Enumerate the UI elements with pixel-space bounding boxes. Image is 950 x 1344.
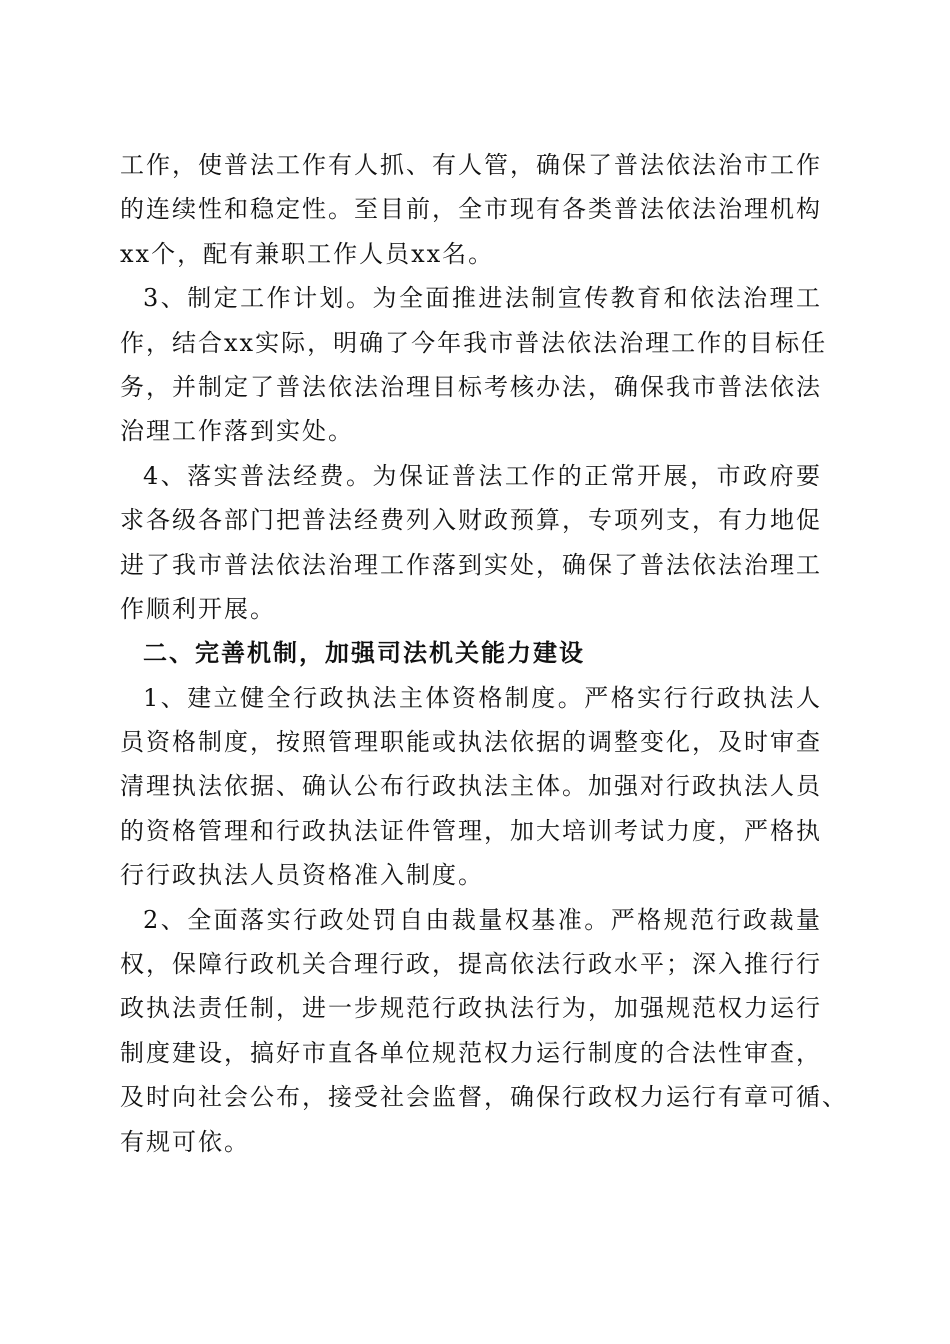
paragraph [120, 454, 822, 632]
text-line: 3、制定工作计划。为全面推进法制宣传教育和依法治理工 [143, 284, 822, 313]
text-line: 的资格管理和行政执法证件管理，加大培训考试力度，严格执 [120, 816, 822, 845]
text-line: 求各级各部门把普法经费列入财政预算，专项列支，有力地促 [120, 506, 822, 535]
text-line: xx个，配有兼职工作人员xx名。 [120, 239, 495, 268]
text-line: 及时向社会公布，接受社会监督，确保行政权力运行有章可循、 [120, 1083, 848, 1112]
text-line: 4、落实普法经费。为保证普法工作的正常开展，市政府要 [143, 461, 822, 490]
text-line: 1、建立健全行政执法主体资格制度。严格实行行政执法人 [143, 683, 822, 712]
text-line: 的连续性和稳定性。至目前，全市现有各类普法依法治理机构 [120, 195, 822, 224]
paragraph [120, 898, 848, 1164]
document-page [120, 143, 848, 1164]
text-line: 务，并制定了普法依法治理目标考核办法，确保我市普法依法 [120, 372, 822, 401]
text-line: 作，结合xx实际，明确了今年我市普法依法治理工作的目标任 [120, 328, 828, 357]
text-line: 权，保障行政机关合理行政，提高依法行政水平；深入推行行 [120, 950, 822, 979]
text-line: 政执法责任制，进一步规范行政执法行为，加强规范权力运行 [120, 994, 822, 1023]
text-line: 治理工作落到实处。 [120, 417, 354, 446]
text-line: 作顺利开展。 [120, 594, 276, 623]
paragraph [120, 676, 822, 898]
text-line: 员资格制度，按照管理职能或执法依据的调整变化，及时审查 [120, 728, 822, 757]
paragraph [120, 143, 822, 276]
text-line: 进了我市普法依法治理工作落到实处，确保了普法依法治理工 [120, 550, 822, 579]
text-line: 二、完善机制，加强司法机关能力建设 [143, 639, 585, 668]
text-line: 有规可依。 [120, 1127, 250, 1156]
paragraph [120, 276, 828, 454]
section-heading [120, 631, 822, 675]
text-line: 2、全面落实行政处罚自由裁量权基准。严格规范行政裁量 [143, 905, 822, 934]
text-line: 工作，使普法工作有人抓、有人管，确保了普法依法治市工作 [120, 151, 822, 179]
text-line: 行行政执法人员资格准入制度。 [120, 861, 484, 890]
text-line: 清理执法依据、确认公布行政执法主体。加强对行政执法人员 [120, 772, 822, 801]
text-line: 制度建设，搞好市直各单位规范权力运行制度的合法性审查， [120, 1038, 822, 1067]
